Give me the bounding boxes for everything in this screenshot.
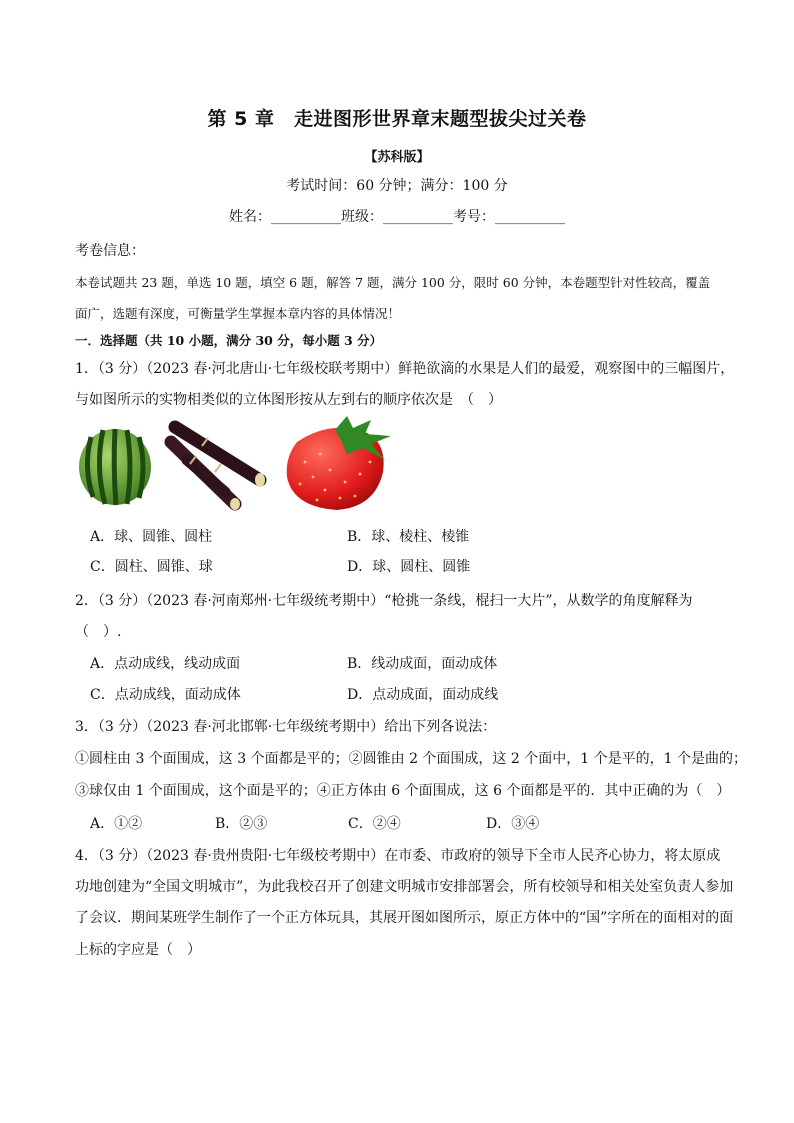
- q1-line-1: 1．（3 分）（2023 春·河北唐山·七年级校联考期中）鲜艳欲滴的水果是人们的最爱，观察图中的三幅图片，: [75, 361, 735, 377]
- q1-option-a[interactable]: A．球、圆锥、圆柱: [90, 529, 213, 545]
- q1-option-d[interactable]: D．球、圆柱、圆锥: [347, 559, 471, 575]
- q4-line-3: 了会议．期间某班学生制作了一个正方体玩具，其展开图如图所示，原正方体中的“国”字所在的面相对的面: [75, 910, 734, 926]
- q3-option-b[interactable]: B．②③: [215, 816, 268, 832]
- q3-option-a[interactable]: A．①②: [90, 816, 143, 832]
- info-line-2: 面广，选题有深度，可衡量学生掌握本章内容的具体情况！: [75, 306, 401, 321]
- edition-label: 【苏科版】: [364, 150, 430, 165]
- info-label: 考卷信息：: [75, 243, 145, 259]
- section-heading: 一．选择题（共 10 小题，满分 30 分，每小题 3 分）: [75, 333, 383, 348]
- strawberry-image: [287, 416, 391, 510]
- q3-line-1: 3．（3 分）（2023 春·河北邯郸·七年级统考期中）给出下列各说法：: [75, 719, 497, 735]
- q1-option-c[interactable]: C．圆柱、圆锥、球: [90, 559, 213, 575]
- watermelon-image: [79, 429, 151, 505]
- q3-line-3: ③球仅由 1 个面围成，这个面是平的；④正方体由 6 个面围成，这 6 个面都是平的．其中正确的为（ ）: [75, 783, 731, 799]
- q4-line-2: 功地创建为“全国文明城市”，为此我校召开了创建文明城市安排部署会，所有校领导和相关处室负责人参加: [75, 879, 734, 895]
- student-info: 姓名：__________班级：__________考号：__________: [229, 209, 565, 225]
- q1-option-b[interactable]: B．球、棱柱、棱锥: [347, 529, 470, 545]
- q2-option-a[interactable]: A．点动成线，线动成面: [90, 656, 241, 672]
- q2-line-2: （ ）.: [75, 624, 122, 640]
- q3-option-d[interactable]: D．③④: [486, 816, 540, 832]
- q1-line-2: 与如图所示的实物相类似的立体图形按从左到右的顺序依次是 （ ）: [75, 392, 502, 408]
- sugarcane-image: [171, 427, 265, 510]
- fruit-images: [75, 412, 405, 512]
- q4-line-1: 4．（3 分）（2023 春·贵州贵阳·七年级校考期中）在市委、市政府的领导下全市人民齐心协力，将太原成: [75, 848, 721, 864]
- page-title: 第 5 章 走进图形世界章末题型拔尖过关卷: [207, 108, 587, 130]
- q3-line-2: ①圆柱由 3 个面围成，这 3 个面都是平的；②圆锥由 2 个面围成，这 2 个面中，1 个是平的，1 个是曲的；: [75, 751, 747, 767]
- q2-option-d[interactable]: D．点动成面，面动成线: [347, 687, 499, 703]
- q2-option-b[interactable]: B．线动成面，面动成体: [347, 656, 498, 672]
- q2-option-c[interactable]: C．点动成线，面动成体: [90, 687, 241, 703]
- exam-time: 考试时间：60 分钟；满分：100 分: [286, 178, 508, 194]
- info-line-1: 本卷试题共 23 题，单选 10 题，填空 6 题，解答 7 题，满分 100 分，限时 60 分钟，本卷题型针对性较高，覆盖: [75, 275, 711, 290]
- q2-line-1: 2．（3 分）（2023 春·河南郑州·七年级统考期中）“枪挑一条线，棍扫一大片”，从数学的角度解释为: [75, 593, 693, 609]
- q4-line-4: 上标的字应是（ ）: [75, 942, 201, 958]
- q3-option-c[interactable]: C．②④: [348, 816, 401, 832]
